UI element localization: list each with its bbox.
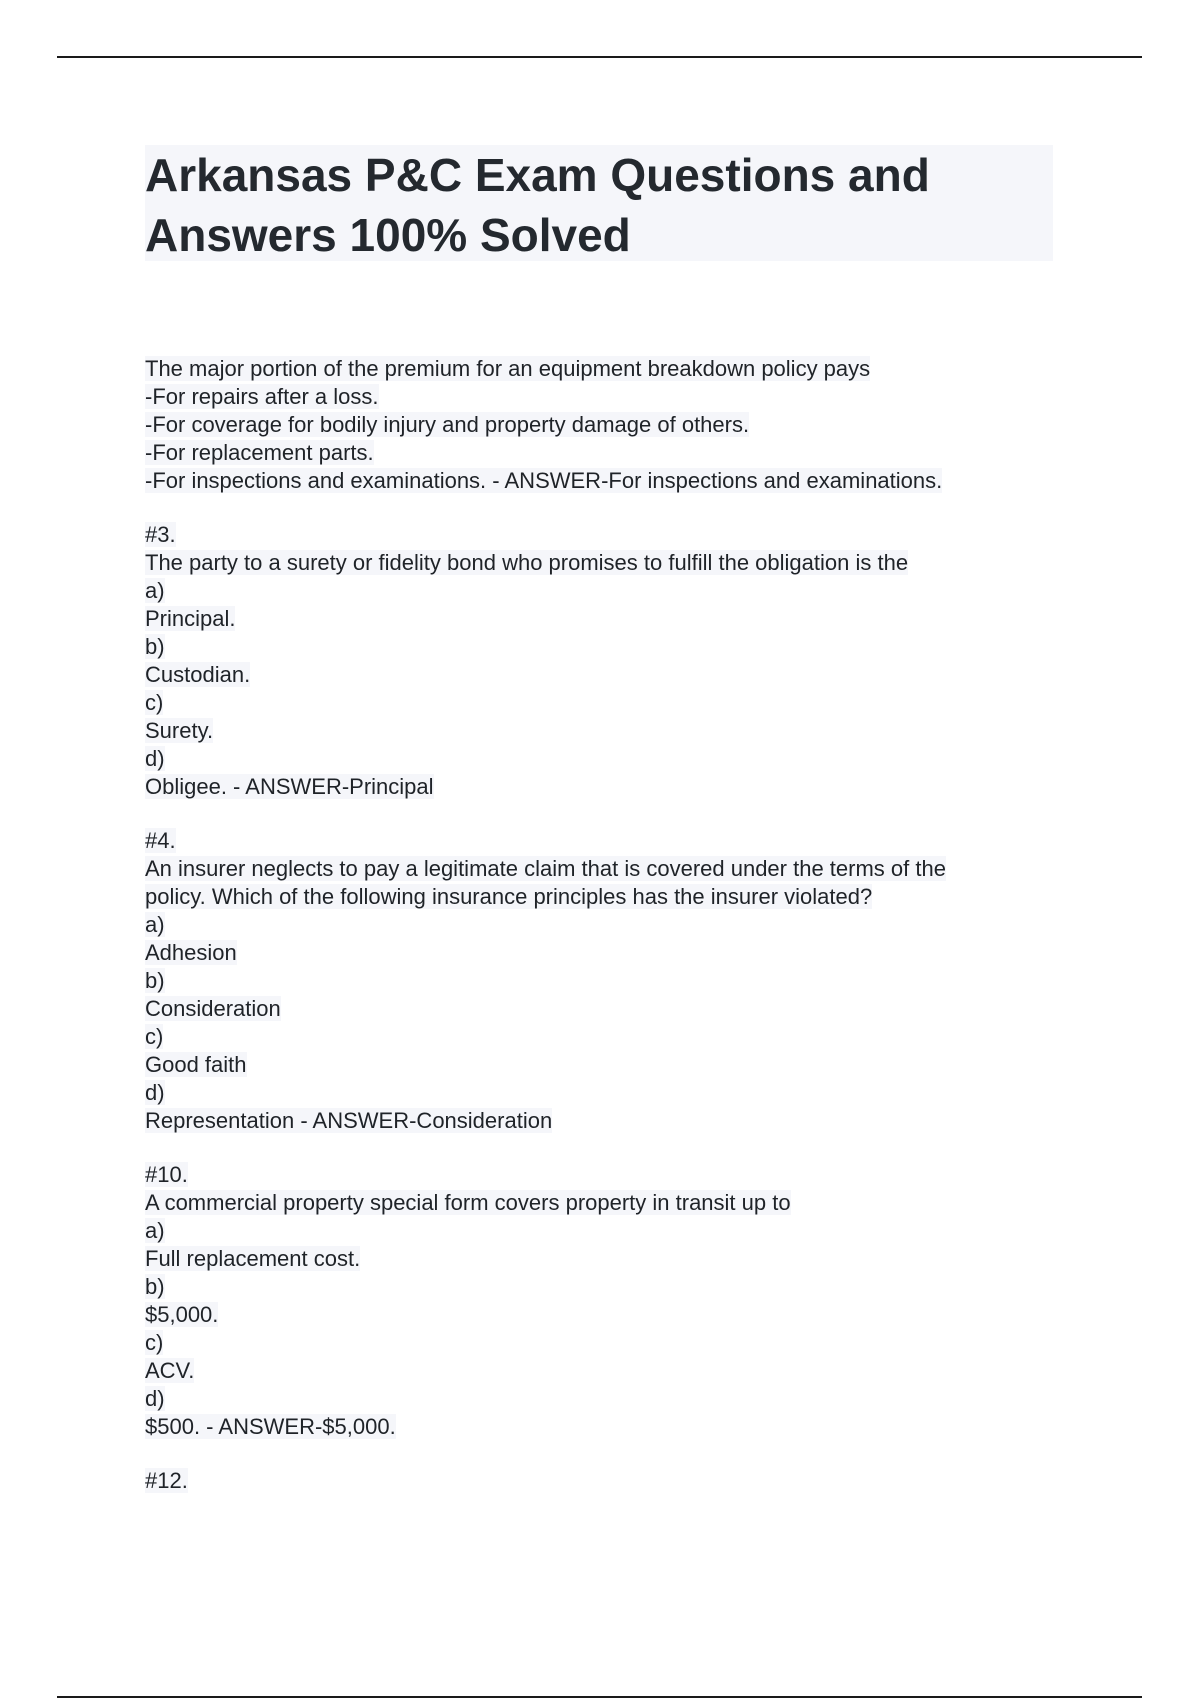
text-line xyxy=(145,549,1085,577)
line-text: Representation - ANSWER-Consideration xyxy=(145,1108,553,1133)
top-rule xyxy=(57,56,1142,58)
line-text: #12. xyxy=(145,1468,188,1493)
title-line-1: Arkansas P&C Exam Questions and xyxy=(145,149,930,201)
line-text: c) xyxy=(145,1024,164,1049)
text-line xyxy=(145,605,1085,633)
title-line-2: Answers 100% Solved xyxy=(145,209,631,261)
text-line xyxy=(145,1107,1085,1135)
text-line xyxy=(145,855,1085,883)
question-block xyxy=(145,1467,1085,1495)
line-text: -For coverage for bodily injury and property damage of others. xyxy=(145,412,750,437)
document-body xyxy=(145,355,1085,1495)
text-line xyxy=(145,883,1085,911)
question-block xyxy=(145,827,1085,1135)
text-line xyxy=(145,577,1085,605)
question-block xyxy=(145,355,1085,495)
text-line xyxy=(145,1023,1085,1051)
text-line xyxy=(145,1245,1085,1273)
text-line xyxy=(145,1413,1085,1441)
text-line xyxy=(145,1329,1085,1357)
line-text: d) xyxy=(145,1386,165,1411)
line-text: -For inspections and examinations. - ANSWER-For inspections and examinations. xyxy=(145,468,943,493)
text-line xyxy=(145,1051,1085,1079)
text-line xyxy=(145,439,1085,467)
block-gap xyxy=(145,801,1085,827)
text-line xyxy=(145,1189,1085,1217)
line-text: Surety. xyxy=(145,718,214,743)
text-line xyxy=(145,1217,1085,1245)
line-text: b) xyxy=(145,634,165,659)
line-text: b) xyxy=(145,968,165,993)
line-text: Good faith xyxy=(145,1052,247,1077)
line-text: a) xyxy=(145,1218,165,1243)
line-text: Custodian. xyxy=(145,662,251,687)
text-line xyxy=(145,827,1085,855)
text-line xyxy=(145,383,1085,411)
line-text: Principal. xyxy=(145,606,236,631)
question-block xyxy=(145,1161,1085,1441)
text-line xyxy=(145,661,1085,689)
line-text: a) xyxy=(145,912,165,937)
line-text: The party to a surety or fidelity bond who promises to fulfill the obligation is the xyxy=(145,550,909,575)
text-line xyxy=(145,1301,1085,1329)
line-text: d) xyxy=(145,1080,165,1105)
line-text: -For replacement parts. xyxy=(145,440,374,465)
line-text: Full replacement cost. xyxy=(145,1246,361,1271)
text-line xyxy=(145,355,1085,383)
line-text: -For repairs after a loss. xyxy=(145,384,379,409)
text-line xyxy=(145,521,1085,549)
text-line xyxy=(145,1273,1085,1301)
text-line xyxy=(145,1161,1085,1189)
text-line xyxy=(145,1079,1085,1107)
text-line xyxy=(145,911,1085,939)
line-text: policy. Which of the following insurance principles has the insurer violated? xyxy=(145,884,873,909)
text-line xyxy=(145,745,1085,773)
bottom-rule xyxy=(57,1696,1142,1698)
text-line xyxy=(145,967,1085,995)
text-line xyxy=(145,467,1085,495)
text-line xyxy=(145,633,1085,661)
text-line xyxy=(145,689,1085,717)
line-text: Obligee. - ANSWER-Principal xyxy=(145,774,434,799)
text-line xyxy=(145,995,1085,1023)
text-line xyxy=(145,939,1085,967)
block-gap xyxy=(145,495,1085,521)
line-text: #10. xyxy=(145,1162,188,1187)
text-line xyxy=(145,1467,1085,1495)
line-text: a) xyxy=(145,578,165,603)
text-line xyxy=(145,717,1085,745)
line-text: The major portion of the premium for an equipment breakdown policy pays xyxy=(145,356,871,381)
block-gap xyxy=(145,1441,1085,1467)
line-text: $5,000. xyxy=(145,1302,219,1327)
line-text: An insurer neglects to pay a legitimate claim that is covered under the terms of the xyxy=(145,856,946,881)
line-text: #4. xyxy=(145,828,176,853)
text-line xyxy=(145,1357,1085,1385)
line-text: c) xyxy=(145,1330,164,1355)
line-text: $500. - ANSWER-$5,000. xyxy=(145,1414,396,1439)
text-line xyxy=(145,773,1085,801)
question-block xyxy=(145,521,1085,801)
line-text: ACV. xyxy=(145,1358,195,1383)
line-text: A commercial property special form covers property in transit up to xyxy=(145,1190,791,1215)
line-text: c) xyxy=(145,690,164,715)
document-title xyxy=(145,145,1045,265)
line-text: #3. xyxy=(145,522,176,547)
block-gap xyxy=(145,1135,1085,1161)
line-text: b) xyxy=(145,1274,165,1299)
text-line xyxy=(145,1385,1085,1413)
line-text: Adhesion xyxy=(145,940,237,965)
text-line xyxy=(145,411,1085,439)
line-text: Consideration xyxy=(145,996,281,1021)
line-text: d) xyxy=(145,746,165,771)
